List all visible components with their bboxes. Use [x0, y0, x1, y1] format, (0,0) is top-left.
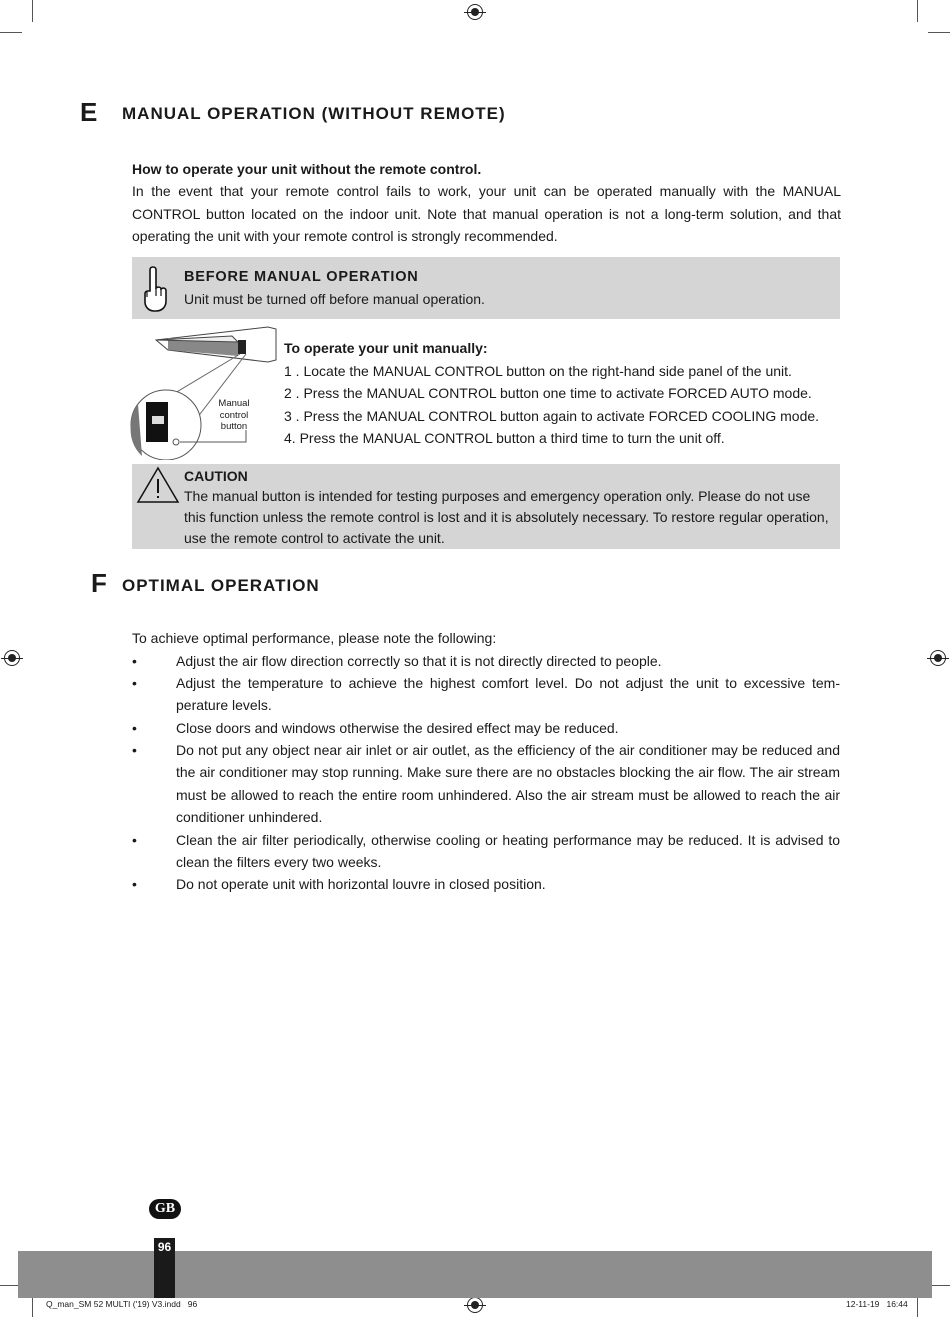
bullet-item	[132, 873, 840, 895]
registration-mark-icon	[467, 4, 483, 20]
steps-list	[284, 337, 844, 450]
step: 4. Press the MANUAL CONTROL button a third time to turn the unit off.	[284, 430, 725, 446]
crop-mark	[917, 0, 918, 22]
crop-mark	[932, 1285, 950, 1286]
step: 1 . Locate the MANUAL CONTROL button on the right-hand side panel of the unit.	[284, 362, 792, 379]
bullet-item	[132, 672, 840, 717]
crop-mark	[928, 32, 950, 33]
steps-heading: To operate your unit manually:	[284, 340, 488, 356]
label-line: control	[219, 409, 249, 421]
crop-mark	[32, 1298, 33, 1317]
bullet-icon: •	[132, 720, 137, 736]
bullet-text: Do not operate unit with horizontal louvre in closed position.	[176, 876, 546, 892]
step: 2 . Press the MANUAL CONTROL button one time to activate FORCED AUTO mode.	[284, 385, 812, 401]
note-title: BEFORE MANUAL OPERATION	[184, 269, 419, 285]
optimal-intro: To achieve optimal performance, please note the following:	[132, 630, 497, 646]
warning-triangle-icon	[136, 466, 180, 504]
bullet-icon: •	[132, 832, 137, 848]
caution-text: The manual button is intended for testing purposes and emergency operation only. Please do not use this function unless the remote control is lost and it is absolutely necessary. To restore regular operation, use the remote control to activate the unit.	[184, 488, 829, 546]
intro-text: In the event that your remote control fails to work, your unit can be operated manually with the MANUAL CONTROL button located on the indoor unit. Note that manual operation is not a long-term solution, and that operating the unit with your remote control is strongly recommended.	[132, 183, 841, 244]
note-box	[132, 257, 840, 319]
section-letter: F	[91, 568, 107, 598]
bullet-text: Close doors and windows otherwise the desired effect may be reduced.	[176, 720, 619, 736]
pointing-hand-icon	[140, 265, 170, 313]
print-date: 12-11-19 16:44	[846, 1299, 908, 1309]
section-letter: E	[80, 97, 98, 127]
bullet-text: Adjust the air flow direction correctly so that it is not directly directed to people.	[176, 653, 662, 669]
crop-mark	[0, 1285, 18, 1286]
section-title: MANUAL OPERATION (WITHOUT REMOTE)	[122, 104, 506, 123]
note-text: Unit must be turned off before manual operation.	[184, 291, 485, 307]
bullet-item	[132, 829, 840, 874]
section-title: OPTIMAL OPERATION	[122, 576, 320, 595]
ac-unit-illustration	[128, 324, 280, 460]
intro-heading: How to operate your unit without the remote control.	[132, 161, 482, 177]
bullet-icon: •	[132, 876, 137, 892]
label-line: button	[220, 421, 248, 432]
bullet-item	[132, 650, 840, 672]
language-badge: GB	[149, 1199, 181, 1219]
registration-mark-icon	[467, 1297, 483, 1313]
bullet-icon: •	[132, 742, 137, 758]
registration-mark-icon	[930, 650, 946, 666]
bullet-icon: •	[132, 653, 137, 669]
bullet-text: Clean the air filter periodically, otherwise cooling or heating performance may be reduced. It is advised to clean the filters every two weeks.	[176, 832, 840, 871]
bullet-item	[132, 717, 840, 739]
bullet-item	[132, 739, 840, 829]
step: 3 . Press the MANUAL CONTROL button again to activate FORCED COOLING mode.	[284, 407, 820, 424]
bullet-text: Adjust the temperature to achieve the highest comfort level. Do not adjust the unit to excessive tem-perature levels.	[176, 675, 840, 714]
registration-mark-icon	[4, 650, 20, 666]
manual-control-label	[206, 398, 262, 433]
bullet-icon: •	[132, 675, 137, 691]
crop-mark	[917, 1298, 918, 1317]
file-name: Q_man_SM 52 MULTI ('19) V3.indd 96	[46, 1299, 198, 1309]
caution-title: CAUTION	[184, 468, 248, 484]
page-number: 96	[154, 1238, 175, 1298]
caution-box	[132, 464, 840, 549]
bullet-text: Do not put any object near air inlet or air outlet, as the efficiency of the air conditioner may be reduced and the air conditioner may stop running. Make sure there are no obstacles blocking the air flow. The air stream must be allowed to reach the entire room unhindered. Also the air stream must be allowed to reach the air conditioner unhindered.	[176, 742, 840, 826]
crop-mark	[32, 0, 33, 22]
crop-mark	[0, 32, 22, 33]
label-line: Manual	[218, 398, 250, 409]
